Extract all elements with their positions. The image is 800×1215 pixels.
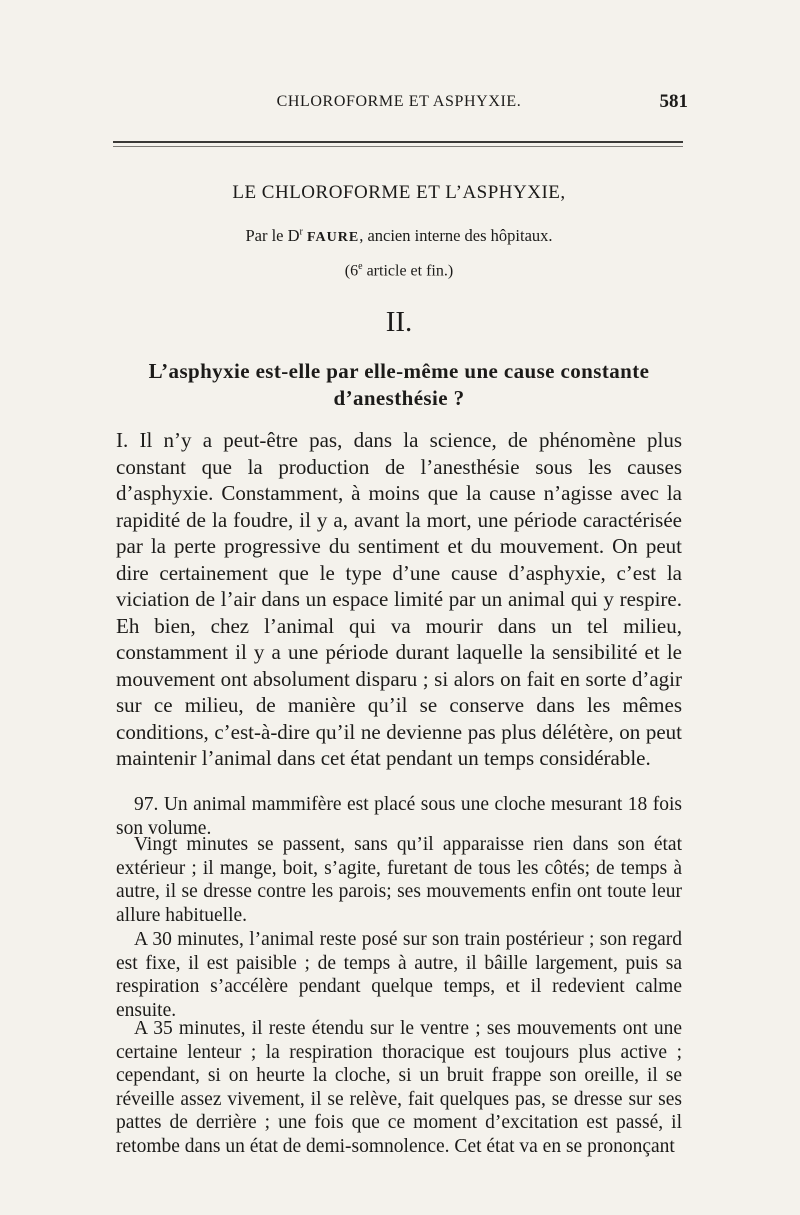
byline-superscript: r — [299, 226, 303, 238]
running-title: CHLOROFORME ET ASPHYXIE. — [276, 93, 522, 110]
note-open: (6 — [344, 262, 359, 280]
header-rule — [113, 141, 683, 147]
author-name: FAURE — [307, 230, 360, 245]
body-paragraph-35-minutes: A 35 minutes, il reste étendu sur le ventre ; ses mouvements ont une certaine lenteur ; la respiration thoracique est toujours plus active ; cependant, si on heurte la cloche, si un bruit frappe son oreille, il se réveille assez vivement, il se relève, fait quelques pas, se dresse sur ses pattes de derrière ; une fois que ce moment d’excitation est passé, il retombe dans un état de demi-somnolence. Cet état va en se prononçant — [116, 1018, 682, 1157]
running-header — [110, 93, 688, 119]
page-number: 581 — [659, 91, 688, 112]
byline-prefix: Par le D — [245, 226, 300, 245]
byline — [110, 226, 688, 246]
article-note — [110, 261, 688, 280]
note-close: article et fin.) — [362, 262, 454, 280]
section-number: II. — [385, 306, 413, 338]
body-paragraph-20-minutes: Vingt minutes se passent, sans qu’il apparaisse rien dans son état extérieur ; il mange, boit, s’agite, furetant de tous les côtés; de temps à autre, il se dresse contre les parois; ses mouvements enfin ont toute leur allure habituelle. — [116, 834, 682, 926]
article-title: LE CHLOROFORME ET L’ASPHYXIE, — [232, 182, 566, 203]
body-paragraph-1: I. Il n’y a peut-être pas, dans la science, de phénomène plus constant que la production de l’anesthésie sous les causes d’asphyxie. Constamment, à moins que la cause n’agisse avec la rapidité de la foudre, il y a, avant la mort, une période caractérisée par la perte progressive du sentiment et du mouvement. On peut dire certainement que le type d’une cause d’asphyxie, c’est la viciation de l’air dans un espace limité par un animal qui y respire. Eh bien, chez l’animal qui va mourir dans un tel milieu, constamment il y a une période durant laquelle la sensibilité et le mouvement ont absolument disparu ; si alors on fait en sorte d’agir sur ce milieu, de manière qu’il se conserve dans les mêmes conditions, c’est-à-dire qu’il ne devienne pas plus délétère, on peut maintenir l’animal dans cet état pendant un temps considérable. — [116, 428, 682, 770]
section-heading: L’asphyxie est-elle par elle-même une cause constante d’anesthésie ? — [148, 359, 650, 410]
note-superscript: e — [358, 261, 363, 272]
body-paragraph-97: 97. Un animal mammifère est placé sous une cloche mesurant 18 fois son volume. — [116, 794, 682, 839]
body-paragraph-30-minutes: A 30 minutes, l’animal reste posé sur son train postérieur ; son regard est fixe, il est paisible ; de temps à autre, il bâille largement, puis sa respiration s’accélère pendant quelque temps, et il redevient calme ensuite. — [116, 929, 682, 1021]
byline-suffix: , ancien interne des hôpitaux. — [359, 226, 553, 245]
